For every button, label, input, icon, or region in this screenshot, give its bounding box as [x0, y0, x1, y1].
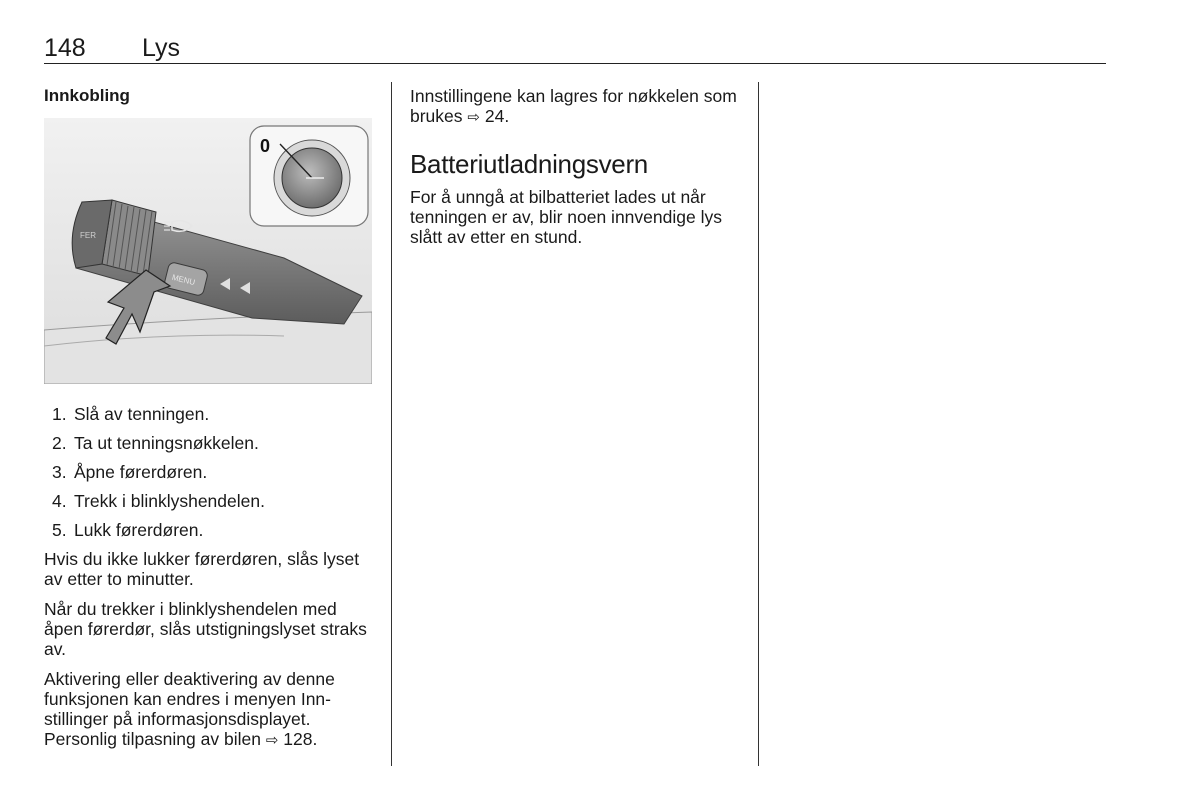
- list-item: [44, 433, 376, 453]
- cross-reference-page: 128.: [283, 729, 318, 749]
- step-number: 4.: [52, 491, 67, 511]
- column-divider-left: [391, 82, 392, 766]
- turn-signal-lever-illustration: [44, 118, 372, 384]
- page-number: 148: [44, 34, 86, 62]
- list-item: [44, 491, 376, 511]
- paragraph-key-settings: [410, 86, 745, 127]
- list-item: [44, 462, 376, 482]
- step-number: 3.: [52, 462, 67, 482]
- list-item: [44, 520, 376, 540]
- step-list: [44, 404, 376, 540]
- step-text: Ta ut tenningsnøkkelen.: [74, 433, 259, 453]
- switch-position-label: 0: [260, 136, 271, 156]
- paragraph-door-timeout: Hvis du ikke lukker førerdøren, slås lyset av etter to minutter.: [44, 549, 360, 589]
- step-text: Lukk førerdøren.: [74, 520, 204, 540]
- page-header: [44, 30, 1106, 64]
- list-item: [44, 404, 376, 424]
- step-text: Åpne førerdøren.: [74, 462, 208, 482]
- cross-reference-arrow-icon: ⇨: [467, 108, 480, 126]
- step-number: 2.: [52, 433, 67, 453]
- step-text: Trekk i blinklyshendelen.: [74, 491, 265, 511]
- paragraph-key-settings-text: Innstillingene kan lagres for nøkkelen som brukes: [410, 86, 737, 126]
- lever-mark-text: FER: [80, 231, 96, 240]
- inset-ignition-switch: [250, 126, 368, 226]
- header-rule: [44, 63, 1106, 64]
- heading-battery-protection: Batteriutladningsvern: [410, 149, 648, 179]
- cross-reference-page: 24.: [484, 106, 510, 126]
- paragraph-activation: [44, 669, 376, 750]
- paragraph-lever-pull: Når du trekker i blinklyshendelen med åpen førerdør, slås utstigningslyset straks av.: [44, 599, 367, 659]
- middle-column: [410, 86, 745, 257]
- column-divider-right: [758, 82, 759, 766]
- section-title: Lys: [142, 34, 180, 62]
- paragraph-activation-text: Aktivering eller deaktivering av denne funksjonen kan endres i menyen Inn-stillinger på informasjonsdisplayet. Personlig tilpasning av bilen: [44, 669, 335, 749]
- cross-reference-arrow-icon: ⇨: [265, 731, 279, 749]
- subheading-innkobling: Innkobling: [44, 86, 130, 105]
- step-number: 1.: [52, 404, 67, 424]
- left-column: [44, 86, 376, 760]
- menu-button-label: MENU: [170, 272, 197, 288]
- step-text: Slå av tenningen.: [74, 404, 210, 424]
- paragraph-battery-protection: For å unngå at bilbatteriet lades ut når tenningen er av, blir noen innvendige lys slått av etter en stund.: [410, 187, 722, 247]
- step-number: 5.: [52, 520, 67, 540]
